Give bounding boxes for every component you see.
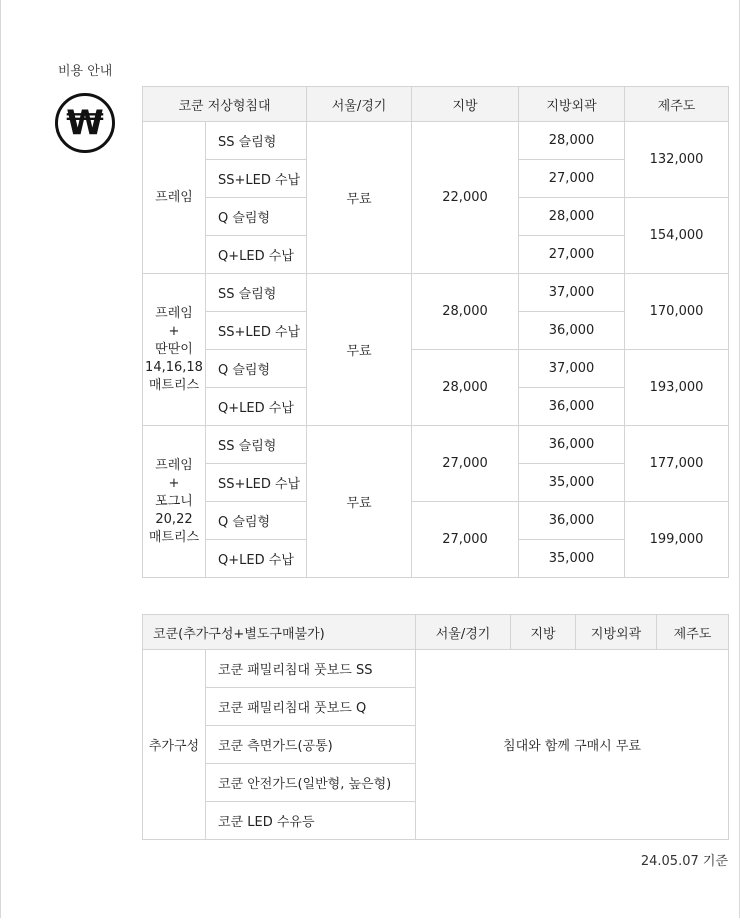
outer-cost-cell: 35,000 (519, 464, 625, 502)
basis-date: 24.05.07 기준 (640, 854, 728, 869)
shipping-cost-table (142, 86, 729, 578)
item-cell: 코쿤 안전가드(일반형, 높은형) (206, 764, 416, 802)
option-cell: SS+LED 수납 (206, 464, 307, 502)
jeju-cost-cell: 199,000 (625, 502, 729, 578)
category-cell: 프레임 (143, 122, 206, 274)
header-jibang: 지방 (511, 615, 576, 650)
header-outer: 지방외곽 (519, 87, 625, 122)
jibang-cost-cell: 28,000 (412, 274, 519, 350)
item-cell: 코쿤 패밀리침대 풋보드 Q (206, 688, 416, 726)
won-currency-icon: ₩ (55, 93, 115, 153)
jibang-cost-cell: 27,000 (412, 426, 519, 502)
option-cell: Q+LED 수납 (206, 388, 307, 426)
header-product: 코쿤 저상형침대 (143, 87, 307, 122)
option-cell: Q+LED 수납 (206, 540, 307, 578)
table-row (143, 650, 729, 688)
outer-cost-cell: 28,000 (519, 198, 625, 236)
category-cell: 프레임 + 딴딴이 14,16,18 매트리스 (143, 274, 206, 426)
section-title: 비용 안내 (58, 64, 113, 79)
jibang-cost-cell: 28,000 (412, 350, 519, 426)
table-row (143, 350, 729, 388)
outer-cost-cell: 27,000 (519, 160, 625, 198)
option-cell: Q 슬림형 (206, 350, 307, 388)
table-row (143, 274, 729, 312)
option-cell: Q 슬림형 (206, 198, 307, 236)
jeju-cost-cell: 132,000 (625, 122, 729, 198)
table-header-row (143, 87, 729, 122)
header-jibang: 지방 (412, 87, 519, 122)
table-row (143, 502, 729, 540)
outer-cost-cell: 37,000 (519, 350, 625, 388)
option-cell: Q 슬림형 (206, 502, 307, 540)
jeju-cost-cell: 154,000 (625, 198, 729, 274)
option-cell: SS+LED 수납 (206, 312, 307, 350)
option-cell: SS 슬림형 (206, 426, 307, 464)
jibang-cost-cell: 22,000 (412, 122, 519, 274)
additional-items-table (142, 614, 729, 840)
jeju-cost-cell: 177,000 (625, 426, 729, 502)
header-additional: 코쿤(추가구성+별도구매불가) (143, 615, 416, 650)
seoul-cost-cell: 무료 (307, 122, 412, 274)
header-jeju: 제주도 (625, 87, 729, 122)
seoul-cost-cell: 무료 (307, 274, 412, 426)
free-note-cell: 침대와 함께 구매시 무료 (416, 650, 729, 840)
header-seoul: 서울/경기 (307, 87, 412, 122)
jeju-cost-cell: 170,000 (625, 274, 729, 350)
outer-cost-cell: 36,000 (519, 388, 625, 426)
item-cell: 코쿤 패밀리침대 풋보드 SS (206, 650, 416, 688)
outer-cost-cell: 28,000 (519, 122, 625, 160)
jeju-cost-cell: 193,000 (625, 350, 729, 426)
header-seoul: 서울/경기 (416, 615, 511, 650)
table-header-row (143, 615, 729, 650)
category-cell: 프레임 + 포그니 20,22 매트리스 (143, 426, 206, 578)
option-cell: Q+LED 수납 (206, 236, 307, 274)
item-cell: 코쿤 LED 수유등 (206, 802, 416, 840)
category-cell: 추가구성 (143, 650, 206, 840)
table-row (143, 426, 729, 464)
outer-cost-cell: 27,000 (519, 236, 625, 274)
option-cell: SS 슬림형 (206, 122, 307, 160)
table-row (143, 122, 729, 160)
seoul-cost-cell: 무료 (307, 426, 412, 578)
outer-cost-cell: 36,000 (519, 312, 625, 350)
jibang-cost-cell: 27,000 (412, 502, 519, 578)
header-outer: 지방외곽 (576, 615, 657, 650)
outer-cost-cell: 35,000 (519, 540, 625, 578)
outer-cost-cell: 36,000 (519, 426, 625, 464)
outer-cost-cell: 37,000 (519, 274, 625, 312)
option-cell: SS+LED 수납 (206, 160, 307, 198)
header-jeju: 제주도 (657, 615, 729, 650)
outer-cost-cell: 36,000 (519, 502, 625, 540)
item-cell: 코쿤 측면가드(공통) (206, 726, 416, 764)
option-cell: SS 슬림형 (206, 274, 307, 312)
